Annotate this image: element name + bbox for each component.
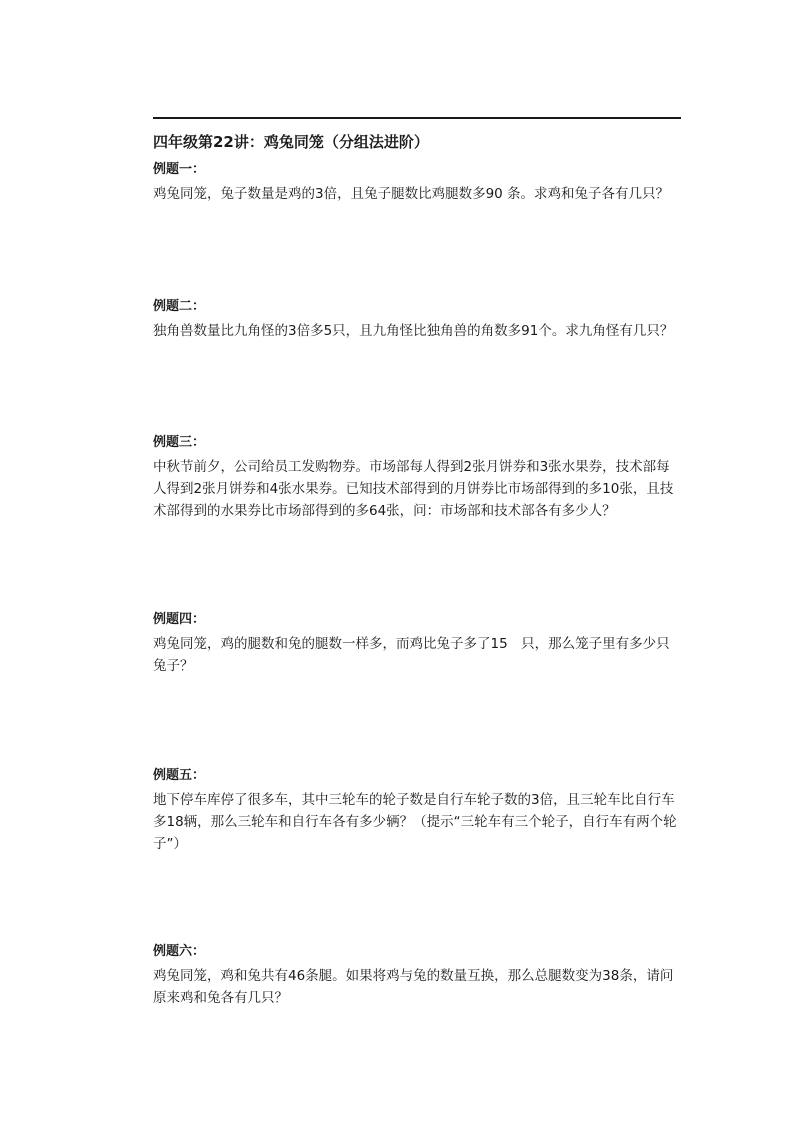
- header-rule: [153, 117, 681, 119]
- problem-1-label: 例题一：: [153, 162, 206, 177]
- problem-2-text: 独角兽数量比九角怪的3倍多5只，且九角怪比独角兽的角数多91个。求九角怪有几只？: [153, 323, 674, 339]
- problem-3: [153, 433, 683, 522]
- problem-5-label: 例题五：: [153, 768, 206, 783]
- problem-1: [153, 160, 683, 205]
- problem-3-label: 例题三：: [153, 435, 206, 450]
- document-title: 四年级第22讲：鸡兔同笼（分组法进阶）: [153, 133, 429, 151]
- problem-6: [153, 942, 683, 1009]
- problem-6-label: 例题六：: [153, 944, 206, 959]
- problem-5-text: 地下停车库停了很多车，其中三轮车的轮子数是自行车轮子数的3倍，且三轮车比自行车多18辆，那么三轮车和自行车各有多少辆？（提示“三轮车有三个轮子，自行车有两个轮 子”）: [153, 792, 677, 852]
- problem-5: [153, 766, 683, 855]
- problem-2-label: 例题二：: [153, 299, 206, 314]
- problem-4-text: 鸡兔同笼，鸡的腿数和兔的腿数一样多，而鸡比兔子多了15 只，那么笼子里有多少只兔子？: [153, 636, 670, 674]
- problem-4-label: 例题四：: [153, 612, 206, 627]
- problem-1-text: 鸡兔同笼，兔子数量是鸡的3倍，且兔子腿数比鸡腿数多90 条。求鸡和兔子各有几只？: [153, 186, 670, 202]
- problem-4: [153, 610, 683, 677]
- problem-6-text: 鸡兔同笼，鸡和兔共有46条腿。如果将鸡与兔的数量互换，那么总腿数变为38条，请问原来鸡和兔各有几只？: [153, 968, 674, 1006]
- problem-3-text: 中秋节前夕，公司给员工发购物券。市场部每人得到2张月饼券和3张水果券，技术部每人得到2张月饼券和4张水果券。已知技术部得到的月饼券比市场部得到的多10张，且技术部得到的水果券比市场部得到的多64张，问：市场部和技术部各有多少人？: [153, 459, 674, 519]
- problem-2: [153, 297, 683, 342]
